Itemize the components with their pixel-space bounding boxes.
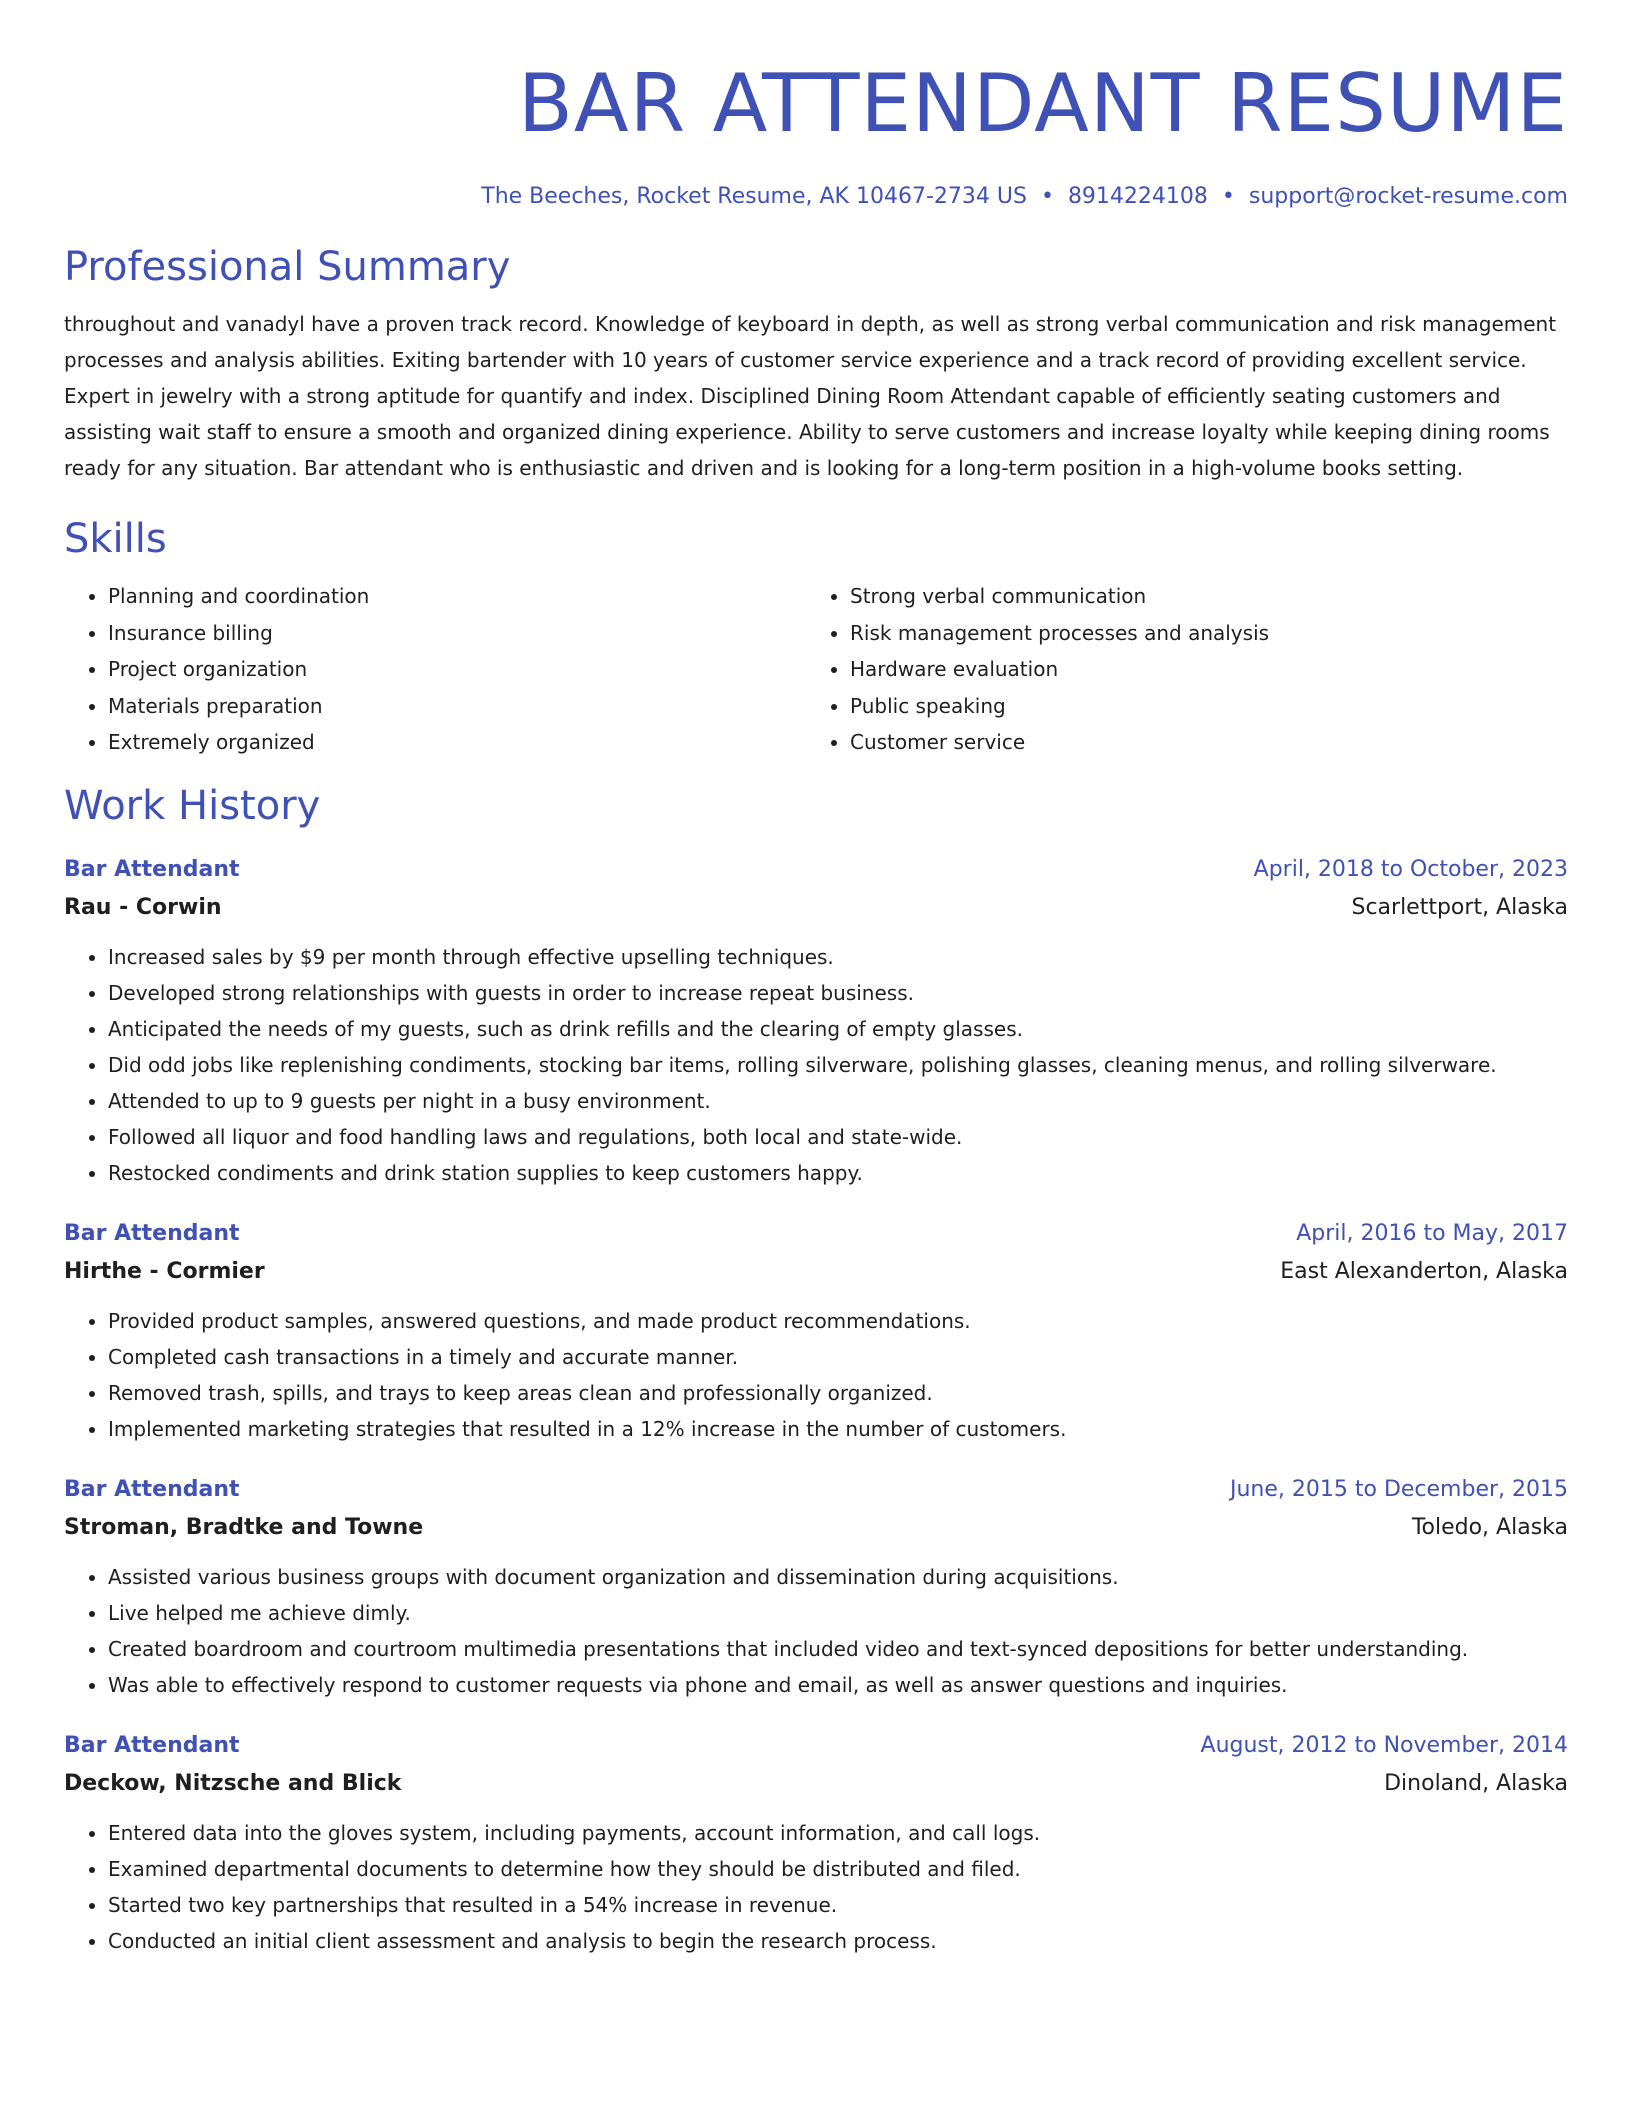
skills-heading: Skills xyxy=(64,516,167,562)
job-bullet: • Anticipated the needs of my guests, such as drink refills and the clearing of empty glasses. xyxy=(108,1011,1568,1047)
job-location: East Alexanderton, Alaska xyxy=(1280,1258,1568,1284)
skill-item: • Risk management processes and analysis xyxy=(850,615,1548,652)
job-bullet: • Was able to effectively respond to customer requests via phone and email, as well as answer questions and inquiries. xyxy=(108,1667,1568,1703)
job-dates: April, 2018 to October, 2023 xyxy=(1253,856,1568,882)
job-company: Hirthe - Cormier xyxy=(64,1258,265,1284)
job-role: Bar Attendant xyxy=(64,1476,240,1502)
job-bullet: • Entered data into the gloves system, including payments, account information, and call logs. xyxy=(108,1815,1568,1851)
job-header-row xyxy=(64,1215,1568,1253)
job-bullet: • Live helped me achieve dimly. xyxy=(108,1595,1568,1631)
skill-item: • Strong verbal communication xyxy=(850,578,1548,615)
job-bullet: • Examined departmental documents to determine how they should be distributed and filed. xyxy=(108,1851,1568,1887)
job-company-row xyxy=(64,1253,1568,1291)
job-bullet: • Assisted various business groups with document organization and dissemination during acquisitions. xyxy=(108,1559,1568,1595)
job-bullets xyxy=(64,1303,1568,1447)
skills-list-right xyxy=(806,578,1548,761)
job-dates: April, 2016 to May, 2017 xyxy=(1296,1220,1568,1246)
job-bullet: • Started two key partnerships that resulted in a 54% increase in revenue. xyxy=(108,1887,1568,1923)
job-bullet: • Conducted an initial client assessment and analysis to begin the research process. xyxy=(108,1923,1568,1959)
job-header-row xyxy=(64,1727,1568,1765)
job-company-row xyxy=(64,1509,1568,1547)
skills-grid xyxy=(64,578,1568,761)
skill-item: • Public speaking xyxy=(850,688,1548,725)
job-bullets xyxy=(64,1815,1568,1959)
job-bullet: • Did odd jobs like replenishing condiments, stocking bar items, rolling silverware, polishing glasses, cleaning menus, and rolling silverware. xyxy=(108,1047,1568,1083)
job-bullet: • Followed all liquor and food handling laws and regulations, both local and state-wide. xyxy=(108,1119,1568,1155)
contact-separator: • xyxy=(1040,184,1054,209)
job-company: Stroman, Bradtke and Towne xyxy=(64,1514,424,1540)
work-history-heading: Work History xyxy=(64,782,321,829)
job-bullet: • Completed cash transactions in a timely and accurate manner. xyxy=(108,1339,1568,1375)
contact-phone[interactable]: 8914224108 xyxy=(1067,184,1208,209)
job-bullet: • Restocked condiments and drink station supplies to keep customers happy. xyxy=(108,1155,1568,1191)
job-company-row xyxy=(64,889,1568,927)
job-header-row xyxy=(64,851,1568,889)
skill-item: • Planning and coordination xyxy=(108,578,806,615)
job-header-row xyxy=(64,1471,1568,1509)
job-bullet: • Removed trash, spills, and trays to keep areas clean and professionally organized. xyxy=(108,1375,1568,1411)
resume-title: BAR ATTENDANT RESUME xyxy=(518,57,1568,150)
job-bullet: • Created boardroom and courtroom multimedia presentations that included video and text-synced depositions for better understanding. xyxy=(108,1631,1568,1667)
resume-page xyxy=(64,56,1568,1959)
job-dates: August, 2012 to November, 2014 xyxy=(1200,1732,1568,1758)
job-location: Dinoland, Alaska xyxy=(1384,1770,1568,1796)
job-bullet: • Increased sales by $9 per month through effective upselling techniques. xyxy=(108,939,1568,975)
skills-list-left xyxy=(64,578,806,761)
job-role: Bar Attendant xyxy=(64,1220,240,1246)
job-entry xyxy=(64,1471,1568,1703)
summary-heading: Professional Summary xyxy=(64,244,511,290)
job-bullets xyxy=(64,1559,1568,1703)
skill-item: • Customer service xyxy=(850,724,1548,761)
job-bullet: • Attended to up to 9 guests per night in a busy environment. xyxy=(108,1083,1568,1119)
job-role: Bar Attendant xyxy=(64,856,240,882)
contact-address: The Beeches, Rocket Resume, AK 10467-2734 US xyxy=(481,184,1027,209)
job-location: Toledo, Alaska xyxy=(1411,1514,1568,1540)
contact-email[interactable]: support@rocket-resume.com xyxy=(1248,184,1568,209)
job-bullet: • Developed strong relationships with guests in order to increase repeat business. xyxy=(108,975,1568,1011)
job-company-row xyxy=(64,1765,1568,1803)
job-location: Scarlettport, Alaska xyxy=(1351,894,1568,920)
skill-item: • Project organization xyxy=(108,651,806,688)
skill-item: • Insurance billing xyxy=(108,615,806,652)
contact-separator: • xyxy=(1221,184,1235,209)
summary-text: throughout and vanadyl have a proven track record. Knowledge of keyboard in depth, as well as strong verbal communication and risk management processes and analysis abilities. Exiting bartender with 10 years of customer service experience and a track record of providing excellent service. Expert in jewelry with a strong aptitude for quantify and index. Disciplined Dining Room Attendant capable of efficiently seating customers and assisting wait staff to ensure a smooth and organized dining experience. Ability to serve customers and increase loyalty while keeping dining rooms ready for any situation. Bar attendant who is enthusiastic and driven and is looking for a long-term position in a high-volume books setting. xyxy=(64,312,1557,480)
job-entry xyxy=(64,851,1568,1191)
job-entry xyxy=(64,1727,1568,1959)
contact-line xyxy=(64,182,1568,212)
skill-item: • Hardware evaluation xyxy=(850,651,1548,688)
job-bullets xyxy=(64,939,1568,1191)
skill-item: • Materials preparation xyxy=(108,688,806,725)
job-bullet: • Implemented marketing strategies that resulted in a 12% increase in the number of customers. xyxy=(108,1411,1568,1447)
job-entry xyxy=(64,1215,1568,1447)
job-dates: June, 2015 to December, 2015 xyxy=(1229,1476,1568,1502)
job-company: Deckow, Nitzsche and Blick xyxy=(64,1770,402,1796)
job-bullet: • Provided product samples, answered questions, and made product recommendations. xyxy=(108,1303,1568,1339)
job-role: Bar Attendant xyxy=(64,1732,240,1758)
job-company: Rau - Corwin xyxy=(64,894,222,920)
skill-item: • Extremely organized xyxy=(108,724,806,761)
